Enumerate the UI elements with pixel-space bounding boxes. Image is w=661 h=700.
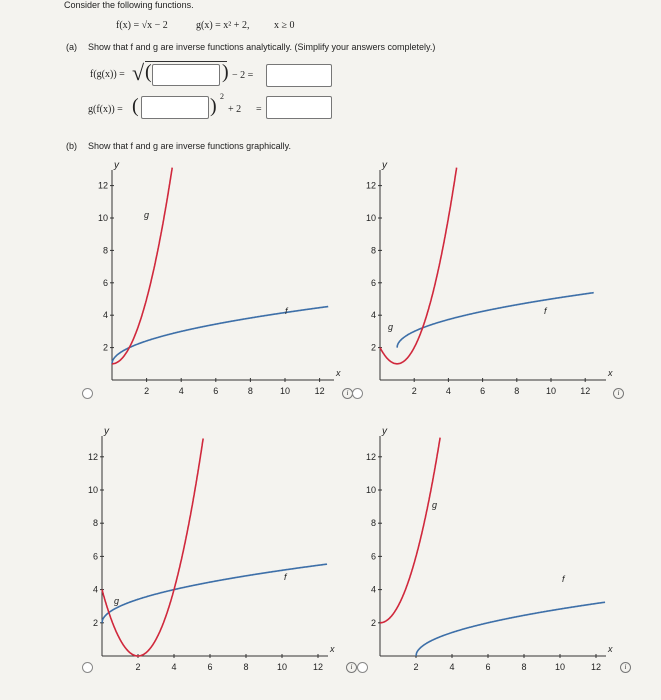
y-tick-label: 8 xyxy=(92,518,98,529)
y-tick-label: 12 xyxy=(87,451,98,462)
x-tick-label: 12 xyxy=(590,662,602,672)
y-tick-label: 10 xyxy=(87,485,98,495)
x-axis-label: x xyxy=(608,368,613,378)
g-curve-label: g xyxy=(432,500,438,510)
y-tick-label: 4 xyxy=(92,584,98,595)
part-a-label: (a) xyxy=(66,42,77,52)
graph-option-4 xyxy=(362,418,618,674)
g-curve-label: g xyxy=(114,596,120,606)
x-tick-label: 10 xyxy=(276,662,288,672)
domain-condition: x ≥ 0 xyxy=(274,20,295,31)
x-tick-label: 2 xyxy=(144,386,150,396)
g-curve-label: g xyxy=(388,322,394,332)
info-icon[interactable]: i xyxy=(346,662,357,673)
x-tick-label: 8 xyxy=(521,662,527,672)
series-g-curve xyxy=(380,438,440,623)
x-tick-label: 8 xyxy=(247,386,253,396)
x-axis-label: x xyxy=(608,644,613,654)
gf-operator: + 2 xyxy=(228,104,242,115)
x-tick-label: 12 xyxy=(314,386,325,396)
series-f-curve xyxy=(397,293,594,348)
x-tick-label: 8 xyxy=(243,662,249,672)
graph-option-1 xyxy=(92,158,342,398)
x-tick-label: 10 xyxy=(554,662,566,672)
x-tick-label: 10 xyxy=(279,386,291,396)
y-tick-label: 6 xyxy=(102,277,108,288)
x-tick-label: 12 xyxy=(580,386,591,396)
y-tick-label: 2 xyxy=(370,617,376,628)
open-paren: ( xyxy=(145,61,152,83)
y-tick-label: 2 xyxy=(102,342,108,353)
y-tick-label: 4 xyxy=(102,310,108,321)
x-tick-label: 10 xyxy=(545,386,557,396)
graph-option-3 xyxy=(84,418,344,674)
gf-equals: = xyxy=(256,104,262,115)
y-axis-label: y xyxy=(382,426,387,437)
part-b-instructions: Show that f and g are inverse functions graphically. xyxy=(88,141,291,151)
part-b-label: (b) xyxy=(66,141,77,151)
sqrt-bar xyxy=(145,61,227,62)
series-g-curve xyxy=(102,439,203,657)
info-icon[interactable]: i xyxy=(613,388,624,399)
x-axis-label: x xyxy=(336,368,341,378)
y-tick-label: 6 xyxy=(92,551,98,562)
y-tick-label: 8 xyxy=(370,518,376,529)
y-tick-label: 12 xyxy=(97,180,108,191)
y-tick-label: 6 xyxy=(370,551,376,562)
y-tick-label: 10 xyxy=(365,485,376,495)
x-tick-label: 4 xyxy=(171,662,177,672)
series-f-curve xyxy=(112,307,328,364)
y-tick-label: 12 xyxy=(365,180,376,191)
y-tick-label: 8 xyxy=(370,245,376,256)
y-tick-label: 2 xyxy=(370,342,376,353)
x-tick-label: 6 xyxy=(207,662,213,672)
x-tick-label: 6 xyxy=(485,662,491,672)
y-tick-label: 2 xyxy=(92,617,98,628)
open-paren-2: ( xyxy=(132,95,139,117)
y-axis-label: y xyxy=(382,160,387,171)
x-tick-label: 2 xyxy=(413,662,419,672)
x-tick-label: 4 xyxy=(449,662,455,672)
series-g-curve xyxy=(380,168,457,364)
y-tick-label: 10 xyxy=(365,213,376,223)
f-curve-label: f xyxy=(284,572,287,582)
f-curve-label: f xyxy=(562,574,565,584)
gf-result-input[interactable] xyxy=(266,96,332,119)
x-tick-label: 6 xyxy=(213,386,219,396)
f-curve-label: f xyxy=(544,306,547,316)
fg-label: f(g(x)) = xyxy=(90,69,125,80)
x-tick-label: 2 xyxy=(135,662,141,672)
y-tick-label: 12 xyxy=(365,451,376,462)
f-curve-label: f xyxy=(285,306,288,316)
fg-inner-input[interactable] xyxy=(152,64,220,86)
close-paren-2: ) xyxy=(210,95,217,117)
g-curve-label: g xyxy=(144,210,150,220)
y-axis-label: y xyxy=(114,160,119,171)
g-definition: g(x) = x² + 2, xyxy=(196,20,250,31)
y-tick-label: 10 xyxy=(97,213,108,223)
intro-text: Consider the following functions. xyxy=(64,0,194,10)
fg-operator: − 2 = xyxy=(232,70,254,81)
info-icon[interactable]: i xyxy=(620,662,631,673)
gf-label: g(f(x)) = xyxy=(88,104,123,115)
x-tick-label: 2 xyxy=(411,386,417,396)
x-tick-label: 4 xyxy=(178,386,184,396)
x-tick-label: 12 xyxy=(312,662,324,672)
gf-exponent: 2 xyxy=(220,92,224,101)
x-tick-label: 6 xyxy=(480,386,486,396)
series-f-curve xyxy=(416,602,605,656)
series-g-curve xyxy=(112,168,172,364)
y-tick-label: 8 xyxy=(102,245,108,256)
x-tick-label: 4 xyxy=(445,386,451,396)
fg-result-input[interactable] xyxy=(266,64,332,87)
x-tick-label: 8 xyxy=(514,386,520,396)
sqrt-symbol: √ xyxy=(132,60,145,85)
y-tick-label: 4 xyxy=(370,584,376,595)
f-definition: f(x) = √x − 2 xyxy=(116,20,168,31)
close-paren: ) xyxy=(222,61,229,83)
gf-inner-input[interactable] xyxy=(141,96,209,119)
y-axis-label: y xyxy=(104,426,109,437)
part-a-instructions: Show that f and g are inverse functions analytically. (Simplify your answers completely.) xyxy=(88,42,436,52)
x-axis-label: x xyxy=(330,644,335,654)
info-icon[interactable]: i xyxy=(342,388,353,399)
graph-option-2 xyxy=(356,158,616,398)
y-tick-label: 6 xyxy=(370,277,376,288)
series-f-curve xyxy=(102,564,327,623)
y-tick-label: 4 xyxy=(370,310,376,321)
